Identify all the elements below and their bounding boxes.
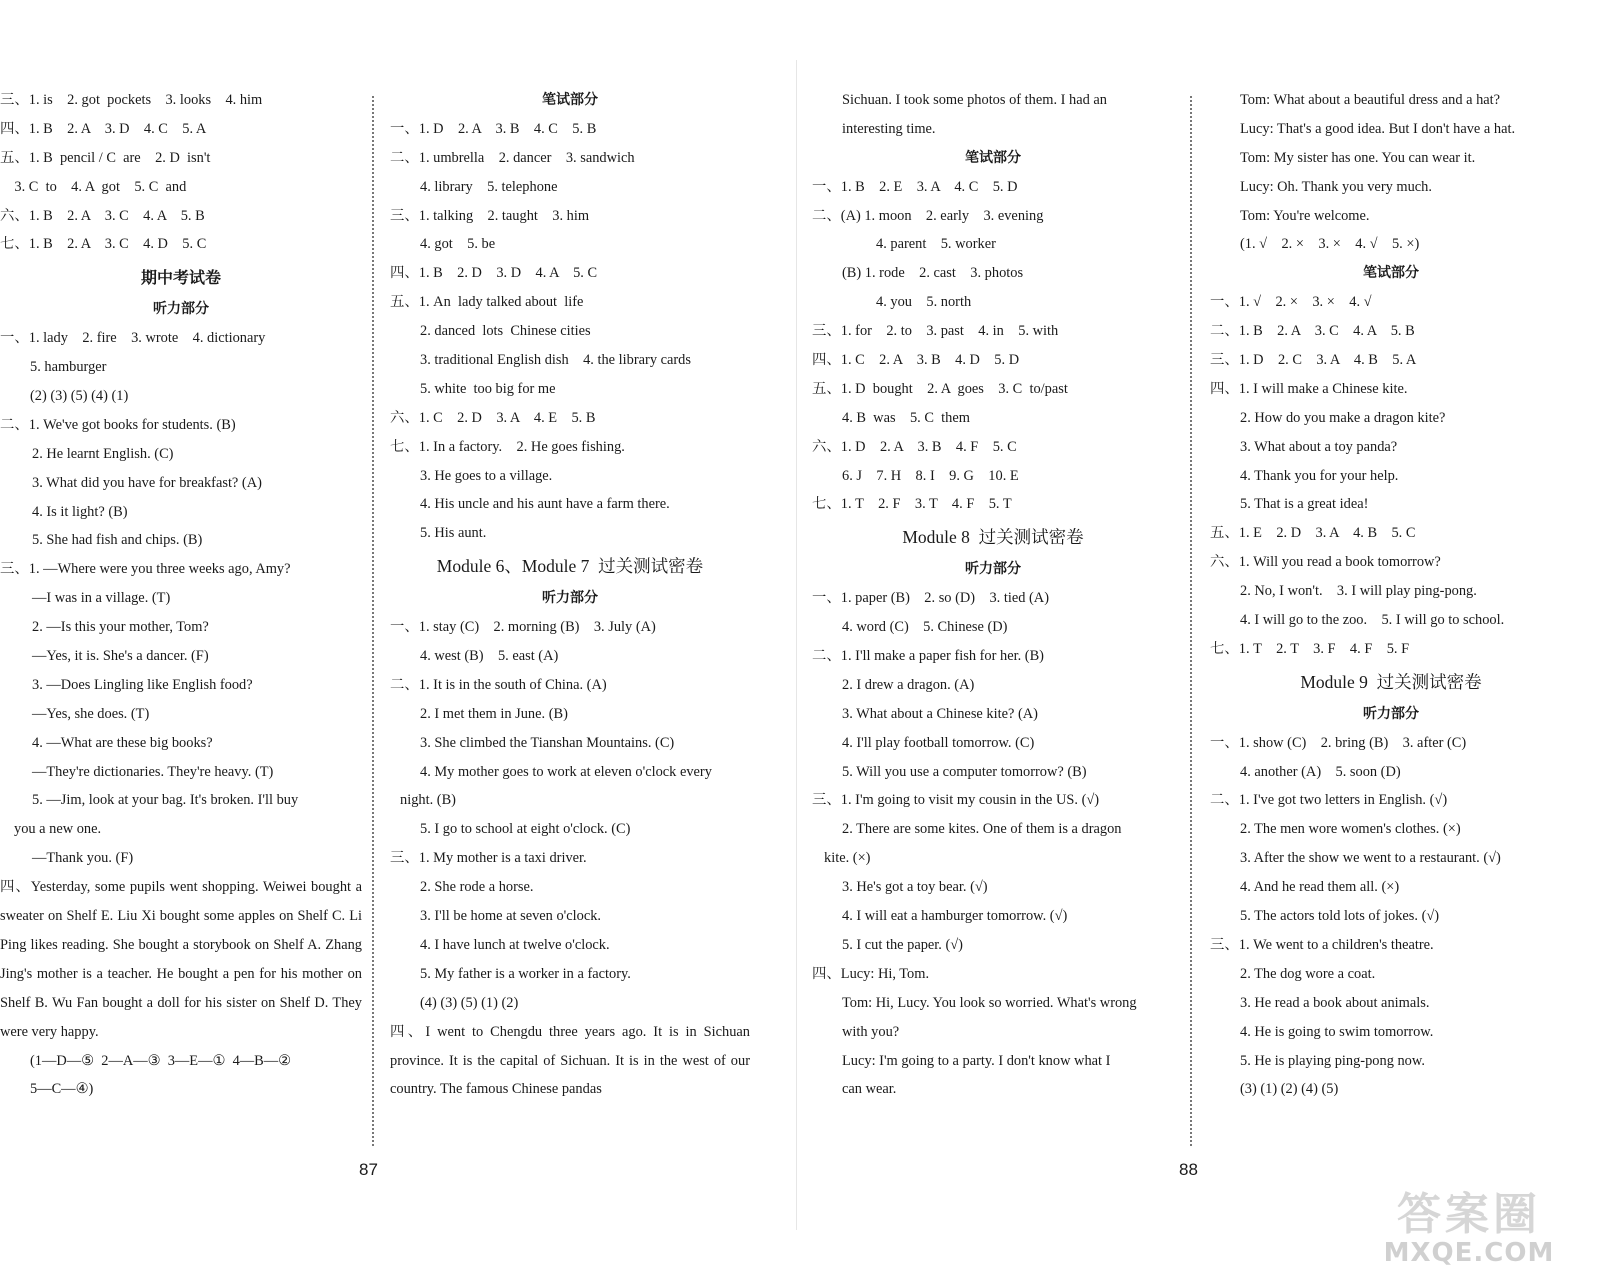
answer-line: 七、1. In a factory. 2. He goes fishing.: [390, 438, 625, 455]
answer-line: 3. He read a book about animals.: [1240, 994, 1430, 1011]
answer-line: 二、1. It is in the south of China. (A): [390, 676, 607, 693]
answer-line: 三、1. I'm going to visit my cousin in the US. (√): [812, 792, 1100, 809]
answer-line: kite. (×): [824, 850, 871, 867]
answer-line: 4. got 5. be: [420, 236, 496, 253]
answer-line: 三、1. is 2. got pockets 3. looks 4. him: [0, 92, 263, 108]
section-title: Module 6、Module 7 过关测试密卷: [436, 556, 704, 577]
answer-line: 七、1. B 2. A 3. C 4. D 5. C: [0, 236, 207, 253]
answer-line: 3. —Does Lingling like English food?: [32, 676, 253, 693]
answer-line: —They're dictionaries. They're heavy. (T): [32, 763, 274, 780]
answer-line: 4. Is it light? (B): [32, 503, 128, 520]
answer-column-3: [812, 86, 1174, 1171]
answer-line: 二、1. I've got two letters in English. (√): [1210, 792, 1448, 809]
answer-line: can wear.: [842, 1081, 897, 1098]
answer-line: 五、1. E 2. D 3. A 4. B 5. C: [1210, 525, 1416, 542]
passage-paragraph: 四、I went to Chengdu three years ago. It is in Sichuan province. It is the capital of Sichuan. It is in the west of our country. The famous Chinese pandas: [390, 1023, 750, 1098]
answer-line: (4) (3) (5) (1) (2): [420, 994, 519, 1011]
answer-line: 2. —Is this your mother, Tom?: [32, 619, 209, 636]
answer-line: 一、1. paper (B) 2. so (D) 3. tied (A): [812, 590, 1049, 607]
answer-line: 三、1. —Where were you three weeks ago, Amy?: [0, 561, 291, 578]
answer-line: 七、1. T 2. T 3. F 4. F 5. F: [1210, 640, 1410, 657]
part-heading: 笔试部分: [1363, 265, 1419, 282]
answer-line: 五、1. An lady talked about life: [390, 294, 584, 311]
answer-line: —Yes, she does. (T): [32, 705, 150, 722]
answer-line: 5. The actors told lots of jokes. (√): [1240, 908, 1440, 925]
answer-line: 四、1. I will make a Chinese kite.: [1210, 380, 1408, 397]
answer-line: 4. B was 5. C them: [842, 409, 970, 426]
answer-line: Sichuan. I took some photos of them. I had an: [842, 92, 1107, 108]
answer-line: Lucy: That's a good idea. But I don't have a hat.: [1240, 120, 1516, 137]
answer-line: night. (B): [400, 792, 456, 809]
answer-line: 5. He is playing ping-pong now.: [1240, 1052, 1425, 1069]
answer-line: 2. The dog wore a coat.: [1240, 965, 1376, 982]
answer-line: 3. After the show we went to a restaurant. (√): [1240, 850, 1501, 867]
answer-line: 4. His uncle and his aunt have a farm there.: [420, 496, 670, 513]
answer-line: 三、1. We went to a children's theatre.: [1210, 936, 1434, 953]
answer-line: 4. west (B) 5. east (A): [420, 648, 559, 665]
answer-line: 5. I go to school at eight o'clock. (C): [420, 821, 631, 838]
answer-line: 四、1. B 2. D 3. D 4. A 5. C: [390, 265, 598, 282]
answer-column-1: [0, 86, 362, 1171]
answer-line: you a new one.: [14, 821, 102, 838]
answer-line: 5. —Jim, look at your bag. It's broken. I'll buy: [32, 792, 299, 809]
answer-line: (2) (3) (5) (4) (1): [30, 388, 129, 405]
answer-line: 5. She had fish and chips. (B): [32, 532, 203, 549]
answer-line: 5. His aunt.: [420, 525, 487, 542]
answer-line: 4. I will eat a hamburger tomorrow. (√): [842, 908, 1068, 925]
answer-line: 一、1. lady 2. fire 3. wrote 4. dictionary: [0, 330, 266, 347]
answer-line: 3. He goes to a village.: [420, 467, 553, 484]
answer-line: 3. He's got a toy bear. (√): [842, 879, 988, 896]
part-heading: 听力部分: [1363, 705, 1419, 722]
answer-line: —Thank you. (F): [32, 850, 134, 867]
answer-line: 2. The men wore women's clothes. (×): [1240, 821, 1461, 838]
answer-line: 4. I have lunch at twelve o'clock.: [420, 936, 610, 953]
answer-line: 5. Will you use a computer tomorrow? (B): [842, 763, 1087, 780]
answer-line: 三、1. for 2. to 3. past 4. in 5. with: [812, 323, 1059, 340]
column-divider: [372, 96, 374, 1146]
answer-line: 五、1. B pencil / C are 2. D isn't: [0, 149, 211, 166]
section-title: Module 8 过关测试密卷: [902, 527, 1084, 548]
answer-line: 3. What did you have for breakfast? (A): [32, 474, 262, 491]
answer-line: 3. I'll be home at seven o'clock.: [420, 908, 602, 925]
answer-line: 3. C to 4. A got 5. C and: [0, 178, 187, 195]
book-spine: [796, 60, 797, 1230]
answer-line: 5—C—④): [30, 1081, 94, 1098]
answer-line: 一、1. stay (C) 2. morning (B) 3. July (A): [390, 619, 656, 636]
answer-line: 二、1. B 2. A 3. C 4. A 5. B: [1210, 323, 1415, 340]
answer-line: 一、1. show (C) 2. bring (B) 3. after (C): [1210, 734, 1467, 751]
part-heading: 笔试部分: [542, 92, 598, 108]
answer-line: Lucy: I'm going to a party. I don't know what I: [842, 1052, 1111, 1069]
part-heading: 听力部分: [153, 301, 209, 318]
part-heading: 笔试部分: [965, 149, 1021, 166]
answer-line: 4. word (C) 5. Chinese (D): [842, 619, 1008, 636]
answer-line: Tom: What about a beautiful dress and a hat?: [1240, 92, 1501, 108]
answer-line: 七、1. T 2. F 3. T 4. F 5. T: [812, 496, 1012, 513]
section-title: Module 9 过关测试密卷: [1300, 671, 1482, 692]
answer-line: (1—D—⑤ 2—A—③ 3—E—① 4—B—②: [30, 1052, 292, 1069]
column-divider: [1190, 96, 1192, 1146]
answer-line: 4. you 5. north: [876, 294, 972, 311]
answer-line: 2. I drew a dragon. (A): [842, 676, 975, 693]
answer-line: —I was in a village. (T): [32, 590, 171, 607]
answer-line: 3. What about a Chinese kite? (A): [842, 705, 1038, 722]
answer-line: 2. He learnt English. (C): [32, 445, 174, 462]
answer-line: Tom: You're welcome.: [1240, 207, 1370, 224]
answer-line: 4. parent 5. worker: [876, 236, 996, 253]
answer-line: 2. There are some kites. One of them is a dragon: [842, 821, 1122, 838]
answer-line: 2. No, I won't. 3. I will play ping-pong.: [1240, 583, 1477, 600]
answer-line: 二、1. umbrella 2. dancer 3. sandwich: [390, 149, 635, 166]
watermark-mark: 答案圈: [1397, 1189, 1541, 1240]
answer-line: 六、1. D 2. A 3. B 4. F 5. C: [812, 438, 1017, 455]
answer-line: 二、1. We've got books for students. (B): [0, 416, 236, 433]
answer-line: Lucy: Oh. Thank you very much.: [1240, 178, 1432, 195]
answer-line: 4. Thank you for your help.: [1240, 467, 1399, 484]
answer-line: (1. √ 2. × 3. × 4. √ 5. ×): [1240, 236, 1420, 253]
answer-line: interesting time.: [842, 120, 936, 137]
answer-line: 三、1. talking 2. taught 3. him: [390, 207, 590, 224]
answer-line: 6. J 7. H 8. I 9. G 10. E: [842, 467, 1019, 484]
answer-line: 4. another (A) 5. soon (D): [1240, 763, 1401, 780]
answer-line: 5. That is a great idea!: [1240, 496, 1369, 513]
answer-line: 5. white too big for me: [420, 380, 556, 397]
answer-line: 四、1. C 2. A 3. B 4. D 5. D: [812, 352, 1020, 369]
answer-column-4: [1210, 86, 1572, 1171]
answer-line: 三、1. My mother is a taxi driver.: [390, 850, 587, 867]
answer-line: 4. He is going to swim tomorrow.: [1240, 1023, 1434, 1040]
section-title: 期中考试卷: [140, 268, 221, 288]
answer-line: 2. I met them in June. (B): [420, 705, 568, 722]
watermark-url: MXQE.COM: [1383, 1238, 1555, 1268]
answer-line: 3. traditional English dish 4. the library cards: [420, 352, 691, 369]
answer-line: 六、1. B 2. A 3. C 4. A 5. B: [0, 207, 205, 224]
part-heading: 听力部分: [542, 590, 598, 607]
answer-line: (B) 1. rode 2. cast 3. photos: [842, 265, 1024, 282]
passage-paragraph: 四、Yesterday, some pupils went shopping. Weiwei bought a sweater on Shelf E. Liu Xi bought some apples on Shelf C. Li Ping likes reading. She bought a storybook on Shelf A. Zhang Jing's mother is a teacher. He bought a pen for his mother on Shelf B. Wu Fan bought a doll for his sister on Shelf D. They were very happy.: [0, 879, 362, 1040]
answer-line: 2. She rode a horse.: [420, 879, 534, 896]
answer-line: 五、1. D bought 2. A goes 3. C to/past: [812, 380, 1068, 397]
answer-line: 2. danced lots Chinese cities: [420, 323, 591, 340]
answer-line: 一、1. D 2. A 3. B 4. C 5. B: [390, 120, 597, 137]
answer-line: 4. I will go to the zoo. 5. I will go to school.: [1240, 612, 1505, 629]
answer-line: 4. My mother goes to work at eleven o'clock every: [420, 763, 712, 780]
answer-line: Tom: My sister has one. You can wear it.: [1240, 149, 1476, 166]
answer-line: 4. I'll play football tomorrow. (C): [842, 734, 1035, 751]
answer-line: 4. —What are these big books?: [32, 734, 213, 751]
answer-line: 二、(A) 1. moon 2. early 3. evening: [812, 207, 1044, 224]
answer-line: 六、1. C 2. D 3. A 4. E 5. B: [390, 409, 596, 426]
part-heading: 听力部分: [965, 561, 1021, 578]
answer-line: with you?: [842, 1023, 900, 1040]
watermark-logo: [1374, 1190, 1564, 1266]
answer-line: 4. library 5. telephone: [420, 178, 558, 195]
answer-line: 四、1. B 2. A 3. D 4. C 5. A: [0, 120, 207, 137]
page-number-right: 88: [1179, 1160, 1198, 1179]
answer-line: —Yes, it is. She's a dancer. (F): [32, 648, 209, 665]
answer-line: 六、1. Will you read a book tomorrow?: [1210, 554, 1441, 571]
answer-line: 5. I cut the paper. (√): [842, 936, 963, 953]
answer-line: Tom: Hi, Lucy. You look so worried. What's wrong: [842, 994, 1137, 1011]
answer-line: 2. How do you make a dragon kite?: [1240, 409, 1446, 426]
answer-line: 三、1. D 2. C 3. A 4. B 5. A: [1210, 352, 1417, 369]
answer-line: (3) (1) (2) (4) (5): [1240, 1081, 1339, 1098]
answer-line: 四、Lucy: Hi, Tom.: [812, 965, 930, 982]
answer-line: 5. My father is a worker in a factory.: [420, 965, 631, 982]
page-number-left: 87: [359, 1160, 378, 1179]
answer-line: 3. What about a toy panda?: [1240, 438, 1398, 455]
answer-line: 4. And he read them all. (×): [1240, 879, 1400, 896]
answer-line: 5. hamburger: [30, 359, 107, 376]
answer-column-2: [390, 86, 750, 1171]
answer-line: 一、1. √ 2. × 3. × 4. √: [1210, 294, 1372, 311]
answer-line: 一、1. B 2. E 3. A 4. C 5. D: [812, 178, 1018, 195]
answer-line: 3. She climbed the Tianshan Mountains. (C): [420, 734, 675, 751]
answer-line: 二、1. I'll make a paper fish for her. (B): [812, 648, 1044, 665]
